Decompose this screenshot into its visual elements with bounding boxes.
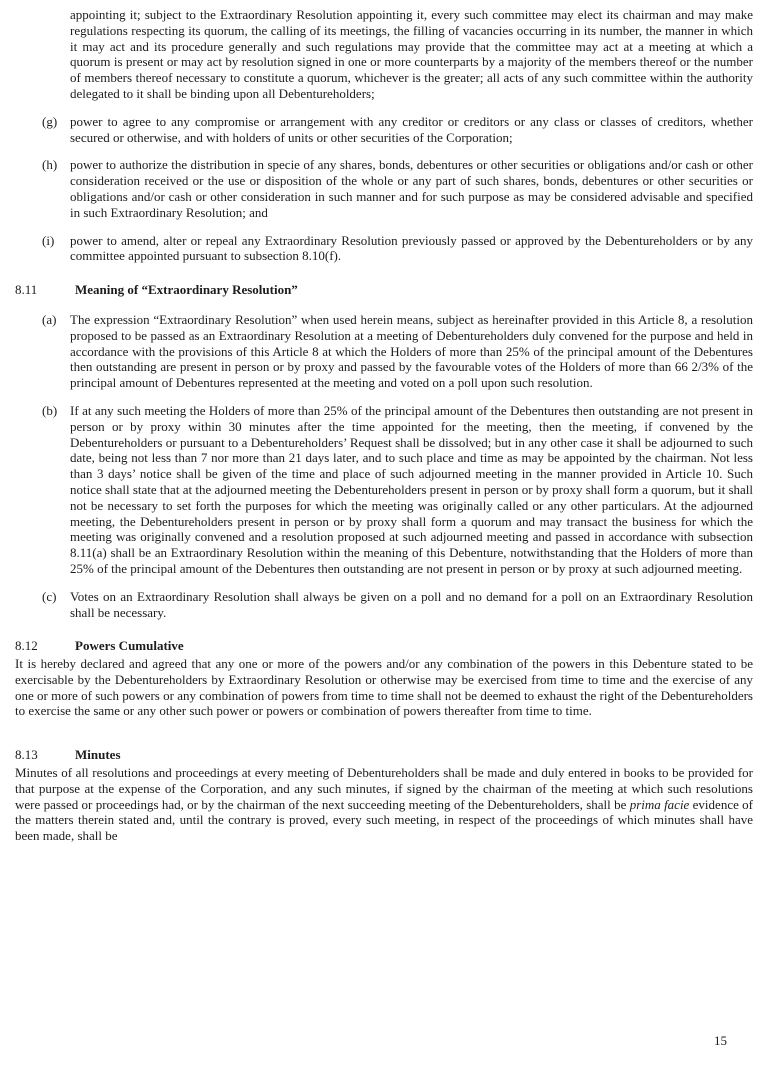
list-item-label: (a) <box>42 311 57 327</box>
list-item-label: (h) <box>42 157 58 173</box>
body-text-before-italic: Minutes of all resolutions and proceedings at every meeting of Debentureholders shall be made and duly entered in books to be provided for that purpose at the expense of the Corporation, and any such minutes, if signed by the chairman of the meeting at which such resolutions were passed or proceedings had, or by the chairman of the next succeeding meeting of the Debentureholders, shall be <box>15 765 753 812</box>
list-item-h <box>15 157 753 220</box>
list-item-text: power to agree to any compromise or arrangement with any creditor or creditors or any class or classes of creditors, whether secured or otherwise, and with holders of units or other securities of the Corporation; <box>70 113 753 145</box>
italic-phrase: prima facie <box>629 796 690 812</box>
page-number: 15 <box>714 1033 727 1049</box>
list-item-text: power to amend, alter or repeal any Extraordinary Resolution previously passed or approved by the Debentureholders or by any committee appointed pursuant to subsection 8.10(f). <box>70 232 753 264</box>
section-title: Powers Cumulative <box>75 638 184 654</box>
list-item-a <box>15 312 753 391</box>
list-item-label: (i) <box>42 232 55 248</box>
list-item-label: (c) <box>42 588 57 604</box>
section-heading-8-11 <box>15 282 753 298</box>
section-number: 8.12 <box>15 638 38 654</box>
section-heading-8-13 <box>15 747 753 763</box>
list-item-text: If at any such meeting the Holders of more than 25% of the principal amount of the Debentures then outstanding are not present in person or by proxy within 30 minutes after the time appointed for the meeting, then the meeting, if convened by the Debentureholders or pursuant to a Debentureholders’ Request shall be dissolved; but in any other case it shall be adjourned to such date, being not less than 7 nor more than 21 days later, and to such place and time as may be appointed by the chairman. Not less than 3 days’ notice shall be given of the time and place of such adjourned meeting in the manner provided in Article 10. Such notice shall state that at the adjourned meeting the Debentureholders present in person or by proxy shall form a quorum, but it shall not be necessary to set forth the purposes for which the meeting was originally called or any other particulars. At the adjourned meeting, the Debentureholders present in person or by proxy shall form a quorum and may transact the business for which the meeting was originally convened and a resolution proposed at such adjourned meeting and passed in accordance with subsection 8.11(a) shall be an Extraordinary Resolution within the meaning of this Debenture, notwithstanding that the Holders of more than 25% of the principal amount of the Debentures then outstanding are not present in person or by proxy at such adjourned meeting. <box>70 402 753 576</box>
list-item-i <box>15 233 753 265</box>
list-item-label: (b) <box>42 402 58 418</box>
list-item-label: (g) <box>42 113 58 129</box>
section-title: Meaning of “Extraordinary Resolution” <box>75 282 298 298</box>
list-item-text: power to authorize the distribution in specie of any shares, bonds, debentures or other securities or obligations and/or cash or other consideration received or the use or disposition of the whole or any part of such shares, bonds, debentures or other securities or obligations and/or cash or other consideration in such manner and for such purpose as may be considered advisable and specified in such Extraordinary Resolution; and <box>70 157 753 220</box>
section-8-13-body <box>15 765 753 844</box>
continuation-paragraph: appointing it; subject to the Extraordinary Resolution appointing it, every such committee may elect its chairman and may make regulations respecting its quorum, the calling of its meetings, the filling of vacancies occurring in its number, the manner in which it may act and its procedure generally and such regulations may provide that the committee may act at a meeting at which a quorum is present or may act by resolution signed in one or more counterparts by a majority of the members thereof or the number of members thereof necessary to constitute a quorum, whichever is the greater; all acts of any such committee within the authority delegated to it shall be binding upon all Debentureholders; <box>70 7 753 101</box>
list-item-text: The expression “Extraordinary Resolution” when used herein means, subject as hereinafter provided in this Article 8, a resolution proposed to be passed as an Extraordinary Resolution at a meeting of Debentureholders duly convened for the purpose and held in accordance with the provisions of this Article 8 at which the Holders of more than 25% of the principal amount of the Debentures then outstanding are present in person or by proxy and passed by the favourable votes of the Holders of more than 66 2/3% of the principal amount of Debentures represented at the meeting and voted on a poll upon such resolution. <box>70 311 753 391</box>
list-item-b <box>15 403 753 577</box>
section-title: Minutes <box>75 747 121 763</box>
list-item-g <box>15 114 753 146</box>
section-number: 8.11 <box>15 282 38 298</box>
section-number: 8.13 <box>15 747 38 763</box>
body-text-after-italic: evidence of the matters therein stated and, until the contrary is proved, every such meeting, in respect of the proceedings of which minutes shall have been made, shall be <box>15 796 754 844</box>
list-item-text: Votes on an Extraordinary Resolution shall always be given on a poll and no demand for a poll on an Extraordinary Resolution shall be necessary. <box>70 588 753 620</box>
section-8-12-body: It is hereby declared and agreed that any one or more of the powers and/or any combination of the powers in this Debenture stated to be exercisable by the Debentureholders by Extraordinary Resolution or otherwise may be exercised from time to time and the exercise of any one or more of such powers or any combination of powers from time to time shall not be deemed to exhaust the right of the Debentureholders to exercise the same or any other such power or powers or combination of powers thereafter from time to time. <box>15 656 753 719</box>
section-heading-8-12 <box>15 638 753 654</box>
list-item-c <box>15 589 753 621</box>
